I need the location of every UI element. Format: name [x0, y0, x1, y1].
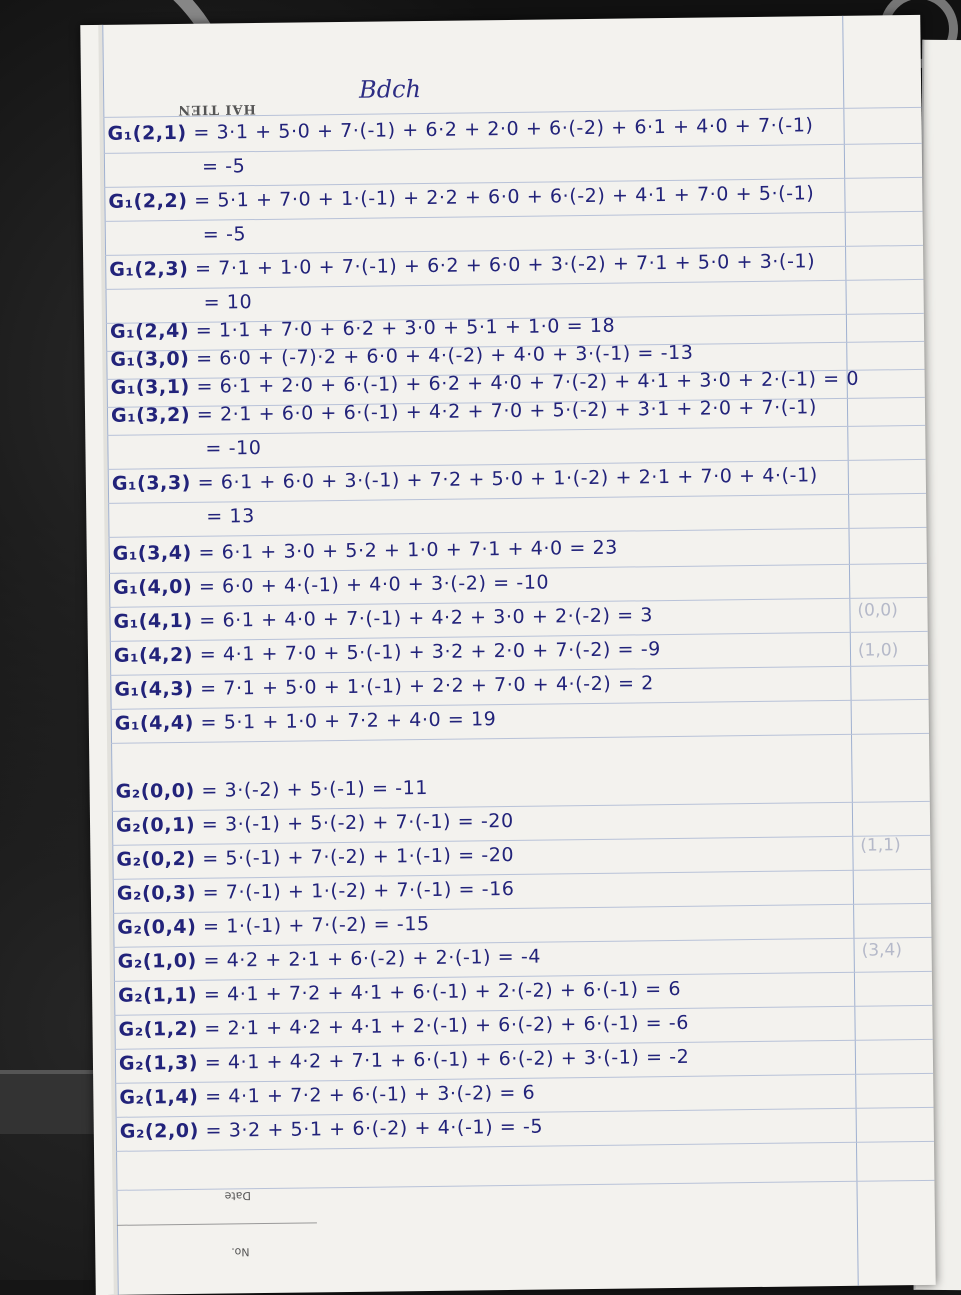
date-label: Date — [224, 1189, 251, 1203]
equation-line — [110, 342, 693, 371]
equation-label: G₂(2,0) — [119, 1119, 200, 1143]
equation-expression: = 6·1 + 3·0 + 5·2 + 1·0 + 7·1 + 4·0 = 23 — [198, 536, 619, 564]
equation-line — [111, 368, 860, 399]
equation-expression: = 6·0 + (-7)·2 + 6·0 + 4·(-2) + 4·0 + 3·(-1) = -13 — [196, 341, 694, 370]
faint-show-through: (0,0) — [857, 600, 898, 621]
equation-line — [112, 464, 818, 495]
equation-label: G₂(0,2) — [116, 847, 196, 871]
page-title: Bdch — [358, 75, 422, 104]
equation-expression: = 4·1 + 7·2 + 6·(-1) + 3·(-2) = 6 — [205, 1081, 536, 1108]
equation-expression: = 4·1 + 7·2 + 4·1 + 6·(-1) + 2·(-2) + 6·(-1) = 6 — [203, 977, 682, 1006]
ruled-line — [112, 801, 930, 812]
equation-line — [116, 810, 514, 837]
notebook-page — [80, 15, 935, 1295]
equation-expression: = 4·1 + 4·2 + 7·1 + 6·(-1) + 6·(-2) + 3·(-1) = -2 — [204, 1045, 690, 1074]
equation-label: G₁(3,1) — [110, 375, 190, 399]
equation-expression: = 2·1 + 6·0 + 6·(-1) + 4·2 + 7·0 + 5·(-2) + 3·1 + 2·0 + 7·(-1) — [196, 396, 818, 426]
equation-line — [113, 537, 618, 565]
equation-line — [113, 571, 549, 598]
equation-label: G₁(2,1) — [107, 121, 187, 145]
equation-label: G₁(2,3) — [109, 257, 189, 281]
faint-show-through: (1,0) — [857, 640, 899, 661]
equation-line — [114, 672, 654, 701]
equation-label: G₁(3,4) — [112, 541, 193, 565]
equation-expression: = 6·0 + 4·(-1) + 4·0 + 3·(-2) = -10 — [198, 571, 550, 598]
equation-expression: = 3·(-1) + 5·(-2) + 7·(-1) = -20 — [201, 809, 514, 836]
equation-line — [113, 604, 653, 633]
equation-line — [119, 1082, 535, 1109]
equation-label: G₁(4,4) — [114, 711, 195, 735]
equation-label: G₁(4,2) — [113, 643, 194, 667]
equation-line — [118, 946, 542, 973]
equation-expression: = 10 — [203, 291, 253, 314]
ruled-line — [113, 903, 931, 914]
equation-expression: = 5·(-1) + 7·(-2) + 1·(-1) = -20 — [202, 843, 515, 870]
equation-label: G₂(1,3) — [118, 1051, 199, 1075]
equation-label: G₂(1,0) — [117, 949, 198, 973]
equation-expression: = 1·1 + 7·0 + 6·2 + 3·0 + 5·1 + 1·0 = 18 — [195, 314, 616, 342]
equation-expression: = 13 — [206, 505, 255, 528]
equation-label: G₂(0,0) — [115, 779, 195, 803]
equation-label: G₁(2,4) — [109, 319, 190, 343]
equation-line — [111, 396, 817, 427]
equation-label: G₁(3,0) — [110, 347, 190, 371]
equation-expression: = 5·1 + 7·0 + 1·(-1) + 2·2 + 6·0 + 6·(-2) + 4·1 + 7·0 + 5·(-1) — [194, 182, 815, 212]
equation-label: G₂(1,1) — [117, 983, 198, 1007]
ruled-line — [112, 835, 930, 846]
equation-expression: = 2·1 + 4·2 + 4·1 + 2·(-1) + 6·(-2) + 6·(-1) = -6 — [204, 1011, 690, 1040]
equation-line — [115, 708, 497, 735]
equation-line — [109, 250, 815, 281]
ruled-line — [113, 869, 931, 880]
equation-line — [110, 315, 615, 343]
equation-continuation — [202, 155, 246, 178]
equation-label: G₁(2,2) — [108, 189, 188, 213]
equation-continuation — [203, 223, 247, 246]
equation-continuation — [206, 505, 255, 528]
ruled-line — [105, 279, 923, 290]
equation-expression: = 3·1 + 5·0 + 7·(-1) + 6·2 + 2·0 + 6·(-2) + 6·1 + 4·0 + 7·(-1) — [193, 114, 814, 144]
ruled-line — [104, 143, 922, 154]
equation-line — [119, 1046, 690, 1075]
equation-continuation — [204, 291, 253, 314]
number-label: No. — [231, 1245, 250, 1259]
equation-line — [117, 913, 430, 939]
equation-label: G₂(0,4) — [117, 915, 197, 939]
ruled-line — [105, 211, 923, 222]
footer-rule — [117, 1222, 317, 1225]
equation-line — [118, 1012, 689, 1041]
equation-label: G₂(1,2) — [118, 1017, 198, 1041]
equation-label: G₁(3,2) — [110, 403, 191, 427]
equation-label: G₂(1,4) — [119, 1085, 199, 1109]
equation-expression: = -5 — [202, 223, 247, 246]
equation-line — [114, 638, 661, 667]
faint-show-through: (3,4) — [861, 940, 903, 961]
equation-line — [116, 844, 514, 871]
equation-label: G₁(4,3) — [114, 677, 194, 701]
ruled-line — [111, 733, 929, 744]
equation-line — [108, 182, 814, 213]
equation-line — [117, 878, 515, 905]
equation-expression: = 6·1 + 4·0 + 7·(-1) + 4·2 + 3·0 + 2·(-2) = 3 — [199, 604, 654, 632]
faint-show-through: (1,1) — [860, 835, 901, 856]
right-margin-line — [842, 16, 859, 1286]
equation-expression: = 7·(-1) + 1·(-2) + 7·(-1) = -16 — [202, 877, 515, 904]
equation-line — [120, 1116, 544, 1143]
equation-expression: = -10 — [205, 436, 262, 460]
equation-expression: = 5·1 + 1·0 + 7·2 + 4·0 = 19 — [200, 708, 497, 734]
equation-expression: = 3·2 + 5·1 + 6·(-2) + 4·(-1) = -5 — [205, 1115, 544, 1142]
equation-label: G₁(4,0) — [113, 575, 193, 599]
equation-label: G₁(4,1) — [113, 609, 193, 633]
equation-label: G₂(0,3) — [116, 881, 197, 905]
equation-expression: = 4·2 + 2·1 + 6·(-2) + 2·(-1) = -4 — [203, 945, 542, 972]
equation-expression: = 3·(-2) + 5·(-1) = -11 — [201, 776, 429, 802]
equation-expression: = 1·(-1) + 7·(-2) = -15 — [202, 912, 430, 938]
ruled-line — [116, 1141, 934, 1152]
equation-expression: = 7·1 + 5·0 + 1·(-1) + 2·2 + 7·0 + 4·(-2) = 2 — [200, 672, 654, 700]
equation-line — [118, 978, 681, 1007]
equation-expression: = 6·1 + 6·0 + 3·(-1) + 7·2 + 5·0 + 1·(-2) + 2·1 + 7·0 + 4·(-1) — [197, 464, 818, 494]
equation-line — [107, 114, 813, 145]
equation-label: G₁(3,3) — [111, 471, 192, 495]
ruled-line — [107, 425, 925, 436]
ruled-line — [111, 699, 929, 710]
equation-label: G₂(0,1) — [115, 813, 196, 837]
ruled-line — [108, 493, 926, 504]
ruled-line — [109, 527, 927, 538]
equation-expression: = -5 — [201, 155, 246, 178]
equation-line — [116, 777, 429, 803]
equation-expression: = 7·1 + 1·0 + 7·(-1) + 6·2 + 6·0 + 3·(-2) + 7·1 + 5·0 + 3·(-1) — [194, 250, 816, 280]
equation-continuation — [205, 437, 261, 460]
notebook-brand: HAI TIEN — [177, 101, 256, 117]
equation-expression: = 4·1 + 7·0 + 5·(-1) + 3·2 + 2·0 + 7·(-2) = -9 — [199, 638, 662, 666]
equation-expression: = 6·1 + 2·0 + 6·(-1) + 6·2 + 4·0 + 7·(-2) + 4·1 + 3·0 + 2·(-1) = 0 — [196, 367, 860, 398]
